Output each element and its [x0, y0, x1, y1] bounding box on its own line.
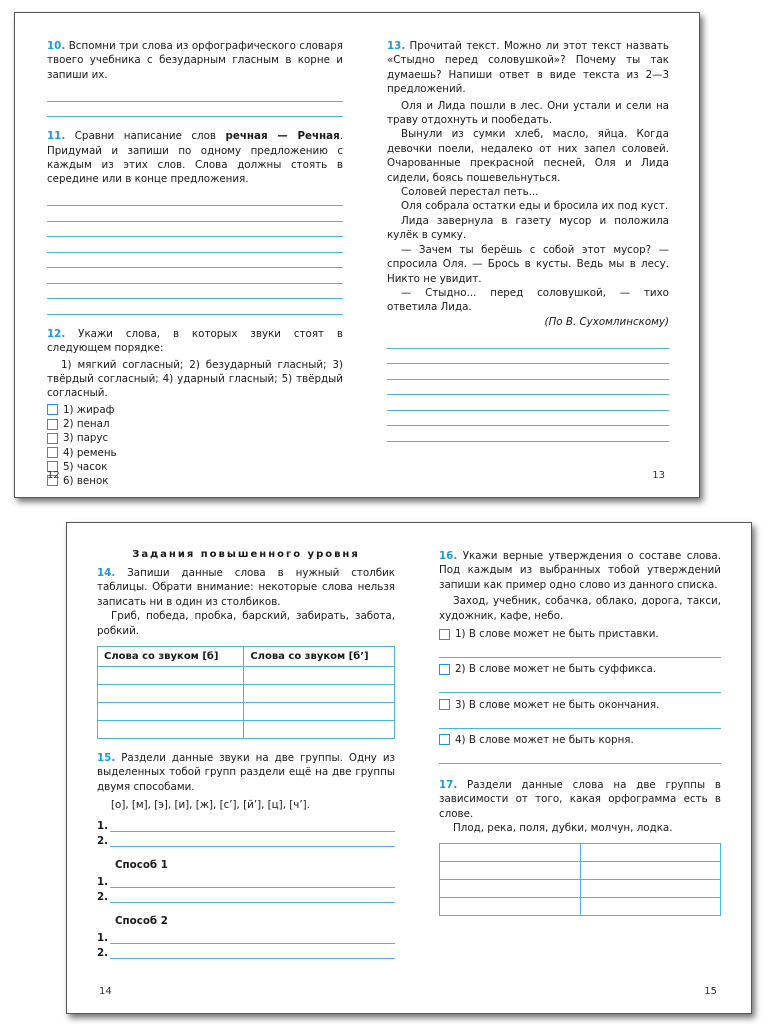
answer-line[interactable] — [97, 832, 395, 847]
checkbox[interactable] — [47, 433, 58, 444]
checkbox[interactable] — [439, 664, 450, 675]
bold-word: Речная — [297, 130, 340, 143]
method-label: Способ 2 — [115, 914, 168, 927]
option-5[interactable] — [47, 460, 343, 474]
checkbox[interactable] — [47, 404, 58, 415]
task-number: 11. — [47, 130, 66, 143]
task-number: 13. — [387, 40, 406, 52]
table-cell[interactable] — [244, 703, 395, 721]
sound-order: 1) мягкий согласный; 2) безударный гласный; 3) твёрдый согласный; 4) ударный гласный; 5) твёрдый согласный. — [47, 358, 343, 400]
statement-option[interactable] — [439, 662, 721, 676]
answer-group — [97, 929, 395, 959]
checkbox[interactable] — [439, 699, 450, 710]
option-label: 3) парус — [63, 432, 109, 445]
task-number: 16. — [439, 550, 458, 562]
task-text: Укажи верные утверждения о составе слова. Под каждым из выбранных тобой утверждений запиши как пример одно слово из данного списка. — [439, 550, 721, 591]
dash: — — [267, 130, 298, 143]
bold-word: речная — [225, 130, 268, 143]
table-cell[interactable] — [580, 862, 721, 880]
statement-list — [439, 627, 721, 764]
line-number: 2. — [97, 946, 109, 959]
task-text: Прочитай текст. Можно ли этот текст назвать «Стыдно перед соловушкой»? Почему ты так думаешь? Напиши ответ в виде текста из 2—3 предложений. — [387, 40, 669, 96]
checkbox[interactable] — [439, 734, 450, 745]
option-label: 1) жираф — [63, 403, 115, 416]
statement-4 — [439, 733, 721, 764]
option-label: 2) пенал — [63, 418, 110, 431]
table-cell[interactable] — [98, 685, 244, 703]
task-11 — [47, 129, 343, 187]
word-list: Заход, учебник, собачка, облако, дорога, такси, художник, кафе, небо. — [439, 595, 721, 622]
method-label: Способ 1 — [115, 858, 168, 871]
task-13 — [387, 39, 669, 97]
answer-line[interactable] — [439, 676, 721, 693]
bottom-spread — [66, 522, 752, 1014]
table-cell[interactable] — [580, 898, 721, 916]
answer-line[interactable] — [97, 929, 395, 944]
checkbox[interactable] — [47, 419, 58, 430]
task-12 — [47, 327, 343, 356]
answer-line[interactable] — [97, 873, 395, 888]
statement-option[interactable] — [439, 733, 721, 747]
table-cell[interactable] — [244, 721, 395, 739]
page-number: 14 — [99, 986, 112, 997]
task-text: Раздели данные слова на две группы в зависимости от того, какая орфограмма есть в слове. — [439, 778, 721, 820]
task-10 — [47, 39, 343, 82]
answer-line[interactable] — [97, 817, 395, 832]
page-12 — [15, 13, 357, 497]
options-list — [47, 403, 343, 488]
line-number: 1. — [97, 819, 109, 832]
statement-3 — [439, 697, 721, 728]
checkbox[interactable] — [439, 629, 450, 640]
answer-lines[interactable] — [47, 86, 343, 117]
task-number: 17. — [439, 778, 458, 791]
column-header: Слова со звуком [бʼ] — [244, 647, 395, 667]
page-number: 13 — [652, 470, 665, 481]
task-number: 15. — [97, 752, 116, 765]
story-paragraph: Соловей перестал петь... — [401, 186, 539, 199]
option-2[interactable] — [47, 417, 343, 431]
page-number: 12 — [47, 470, 60, 481]
story-paragraph: — Зачем ты берёшь с собой этот мусор? — спросила Оля. — Брось в кусты. Ведь мы в лесу. Никто не увидит. — [387, 243, 669, 285]
option-label: 2) В слове может не быть суффикса. — [455, 663, 657, 676]
task-text: Укажи слова, в которых звуки стоят в следующем порядке: — [47, 327, 343, 355]
task-text: Раздели данные звуки на две группы. Одну из выделенных тобой групп раздели ещё на две группы двумя способами. — [97, 752, 395, 793]
source-attribution: (По В. Сухомлинскому) — [544, 315, 669, 328]
page-13 — [357, 13, 699, 497]
table-cell[interactable] — [98, 721, 244, 739]
story-paragraph: Оля и Лида пошли в лес. Они устали и сели на траву отдохнуть и пообедать. — [387, 99, 669, 127]
story-paragraph: — Стыдно... перед соловушкой, — тихо ответила Лида. — [387, 286, 669, 314]
table-cell[interactable] — [244, 667, 395, 685]
task-text: Сравни написание слов — [74, 130, 226, 143]
statement-option[interactable] — [439, 697, 721, 711]
story-paragraph: Лида завернула в газету мусор и положила кулёк в сумку. — [387, 214, 669, 242]
answer-line[interactable] — [97, 888, 395, 903]
answer-group — [97, 817, 395, 847]
table-cell[interactable] — [440, 844, 581, 862]
answer-lines[interactable] — [387, 333, 669, 442]
table-cell[interactable] — [580, 880, 721, 898]
option-4[interactable] — [47, 445, 343, 459]
option-label: 3) В слове может не быть окончания. — [455, 698, 660, 711]
table-cell[interactable] — [440, 898, 581, 916]
answer-line[interactable] — [439, 641, 721, 658]
answer-line[interactable] — [439, 747, 721, 764]
top-spread — [14, 12, 700, 498]
answer-table — [439, 843, 721, 916]
word-list: Плод, река, поля, дубки, молчун, лодка. — [453, 822, 673, 834]
option-1[interactable] — [47, 403, 343, 417]
task-text: . Придумай и запиши по одному предложению с каждым из этих слов. Слова должны стоять в середине или в конце предложения. — [47, 130, 343, 186]
task-17 — [439, 778, 721, 821]
line-number: 2. — [97, 834, 109, 847]
statement-1 — [439, 627, 721, 658]
page-14 — [67, 523, 409, 1013]
story-paragraph: Вынули из сумки хлеб, масло, яйца. Когда девочки поели, недалеко от них запел соловей. Очарованные прекрасной песней, Оля и Лида сидели, боясь пошевельнуться. — [387, 128, 669, 184]
table-cell[interactable] — [440, 880, 581, 898]
line-number: 1. — [97, 875, 109, 888]
task-number: 12. — [47, 327, 66, 340]
answer-line[interactable] — [439, 712, 721, 729]
task-14 — [97, 566, 395, 609]
table-cell[interactable] — [244, 685, 395, 703]
option-label: 1) В слове может не быть приставки. — [455, 628, 659, 641]
column-header: Слова со звуком [б] — [98, 647, 244, 667]
answer-line[interactable] — [97, 944, 395, 959]
table-cell[interactable] — [580, 844, 721, 862]
task-16 — [439, 549, 721, 592]
statement-2 — [439, 662, 721, 693]
story-paragraph: Оля собрала остатки еды и бросила их под куст. — [401, 200, 669, 213]
section-title: Задания повышенного уровня — [132, 549, 360, 560]
option-label: 4) ремень — [63, 446, 117, 459]
task-text: Запиши данные слова в нужный столбик таблицы. Обрати внимание: некоторые слова нельзя записать ни в один из столбиков. — [97, 567, 395, 608]
answer-lines[interactable] — [47, 191, 343, 315]
task-number: 14. — [97, 567, 116, 579]
option-3[interactable] — [47, 431, 343, 445]
task-number: 10. — [47, 40, 66, 52]
line-number: 2. — [97, 890, 109, 903]
option-label: 4) В слове может не быть корня. — [455, 733, 634, 746]
option-label: 6) венок — [63, 474, 109, 487]
answer-group — [97, 873, 395, 903]
statement-option[interactable] — [439, 627, 721, 641]
line-number: 1. — [97, 931, 109, 944]
story-text — [387, 99, 669, 330]
page-15 — [409, 523, 751, 1013]
table-cell[interactable] — [98, 667, 244, 685]
task-15 — [97, 751, 395, 794]
checkbox[interactable] — [47, 447, 58, 458]
sound-list: [о], [м], [э], [и], [ж], [сʼ], [йʼ], [ц], [чʼ]. — [111, 799, 310, 812]
table-cell[interactable] — [440, 862, 581, 880]
option-6[interactable] — [47, 474, 343, 488]
answer-table — [97, 646, 395, 739]
option-label: 5) часок — [63, 460, 108, 473]
page-number: 15 — [704, 986, 717, 997]
task-text: Вспомни три слова из орфографического словаря твоего учебника с безударным гласным в корне и запиши их. — [47, 40, 344, 81]
word-list: Гриб, победа, пробка, барский, забирать, забота, робкий. — [97, 610, 395, 637]
table-cell[interactable] — [98, 703, 244, 721]
